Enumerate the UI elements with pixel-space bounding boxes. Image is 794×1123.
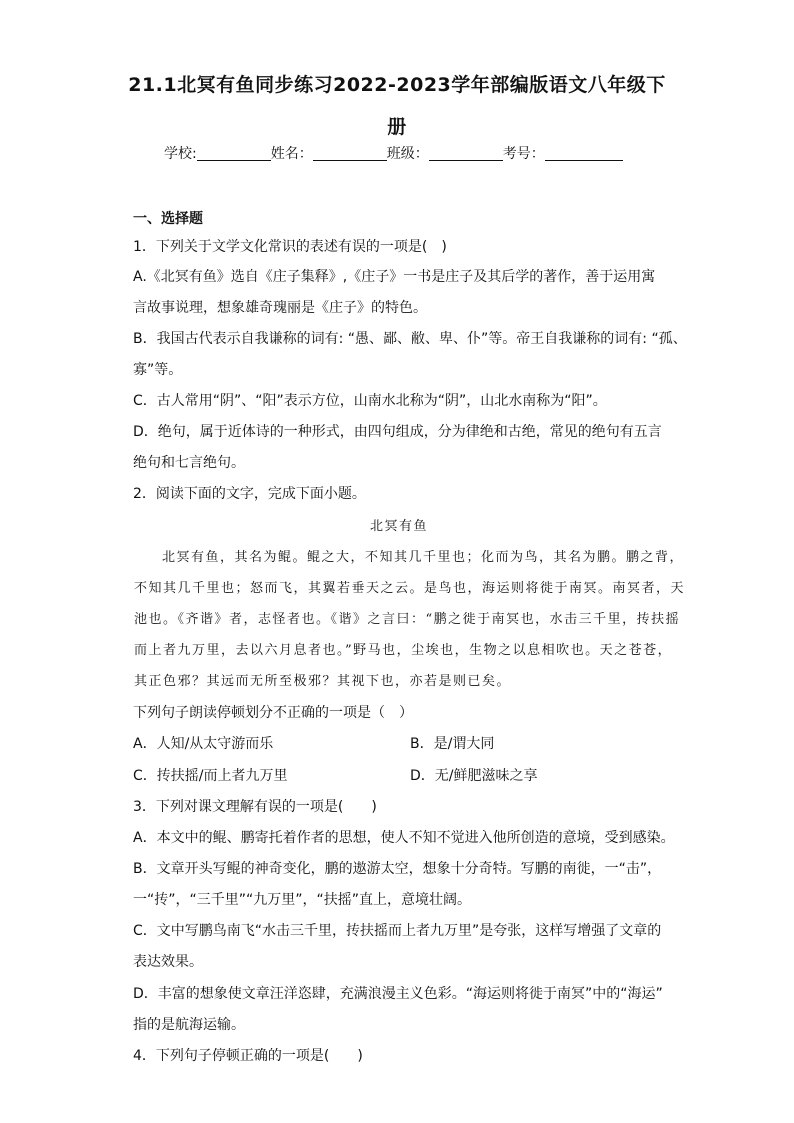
- name-blank[interactable]: [313, 146, 387, 161]
- exam-no-label: 考号：: [502, 146, 545, 162]
- q3-option-b: B．文章开头写鲲的神奇变化，鹏的遨游太空，想象十分奇特。写鹏的南徙，一“击”，: [133, 861, 662, 877]
- passage-line: 不知其几千里也；怒而飞，其翼若垂天之云。是鸟也，海运则将徙于南冥。南冥者，天: [134, 581, 686, 596]
- passage-line: 其正色邪？其远而无所至极邪？其视下也，亦若是则已矣。: [134, 674, 512, 689]
- q3-option-b-cont: 一“抟”，“三千里”“九万里”，“扶摇”直上，意境壮阔。: [133, 892, 472, 908]
- q2-subquestion: 下列句子朗读停顿划分不正确的一项是（ ）: [133, 705, 413, 721]
- doc-title-line1: 21.1北冥有鱼同步练习2022-2023学年部编版语文八年级下: [128, 74, 666, 96]
- class-label: 班级：: [386, 146, 429, 162]
- q3-stem: 3．下列对课文理解有误的一项是( ): [133, 799, 377, 815]
- q1-option-a: A.《北冥有鱼》选自《庄子集释》,《庄子》一书是庄子及其后学的著作，善于运用寓: [133, 269, 656, 285]
- doc-title-line2: 册: [387, 116, 407, 138]
- school-blank[interactable]: [197, 146, 271, 161]
- name-label: 姓名：: [270, 146, 313, 162]
- q1-stem: 1．下列关于文学文化常识的表述有误的一项是( ): [133, 239, 447, 255]
- q2-stem: 2．阅读下面的文字，完成下面小题。: [133, 486, 366, 502]
- q4-stem: 4．下列句子停顿正确的一项是( ): [133, 1048, 363, 1064]
- school-label: 学校:: [164, 146, 197, 162]
- passage-title: 北冥有鱼: [370, 519, 429, 534]
- q2-option-d: D．无/鲜肥滋味之享: [410, 768, 538, 784]
- passage-line: 池也。《齐谐》者，志怪者也。《谐》之言曰：“鹏之徙于南冥也，水击三千里，抟扶摇: [134, 612, 681, 627]
- q1-option-d: D．绝句，属于近体诗的一种形式，由四句组成，分为律绝和古绝，常见的绝句有五言: [133, 424, 662, 440]
- q3-option-c-cont: 表达效果。: [133, 954, 203, 970]
- q1-option-a-cont: 言故事说理，想象雄奇瑰丽是《庄子》的特色。: [133, 300, 427, 316]
- q3-option-d: D．丰富的想象使文章汪洋恣肆，充满浪漫主义色彩。“海运则将徙于南冥”中的“海运”: [133, 986, 663, 1002]
- q3-option-c: C．文中写鹏鸟南飞“水击三千里，抟扶摇而上者九万里”是夸张，这样写增强了文章的: [133, 923, 662, 939]
- q1-option-d-cont: 绝句和七言绝句。: [133, 455, 245, 471]
- q1-option-c: C．古人常用“阴”、“阳”表示方位，山南水北称为“阴”，山北水南称为“阳”。: [133, 393, 607, 409]
- q2-option-a: A．人知/从太守游而乐: [133, 736, 274, 752]
- passage-line: 北冥有鱼，其名为鲲。鲲之大，不知其几千里也；化而为鸟，其名为鹏。鹏之背，: [162, 550, 685, 565]
- q3-option-a: A．本文中的鲲、鹏寄托着作者的思想，使人不知不觉进入他所创造的意境，受到感染。: [133, 830, 675, 846]
- section-heading: 一、选择题: [133, 211, 203, 227]
- student-info: [164, 143, 623, 163]
- passage-line: 而上者九万里，去以六月息者也。”野马也，尘埃也，生物之以息相吹也。天之苍苍，: [134, 643, 673, 658]
- q1-option-b: B．我国古代表示自我谦称的词有: “愚、鄙、敝、卑、仆”等。帝王自我谦称的词有: “孤、: [133, 331, 687, 347]
- q3-option-d-cont: 指的是航海运输。: [133, 1017, 245, 1033]
- q1-option-b-cont: 寡”等。: [133, 362, 183, 378]
- class-blank[interactable]: [429, 146, 503, 161]
- q2-option-c: C．抟扶摇/而上者九万里: [133, 768, 288, 784]
- exam-no-blank[interactable]: [545, 146, 623, 161]
- q2-option-b: B．是/谓大同: [410, 736, 495, 752]
